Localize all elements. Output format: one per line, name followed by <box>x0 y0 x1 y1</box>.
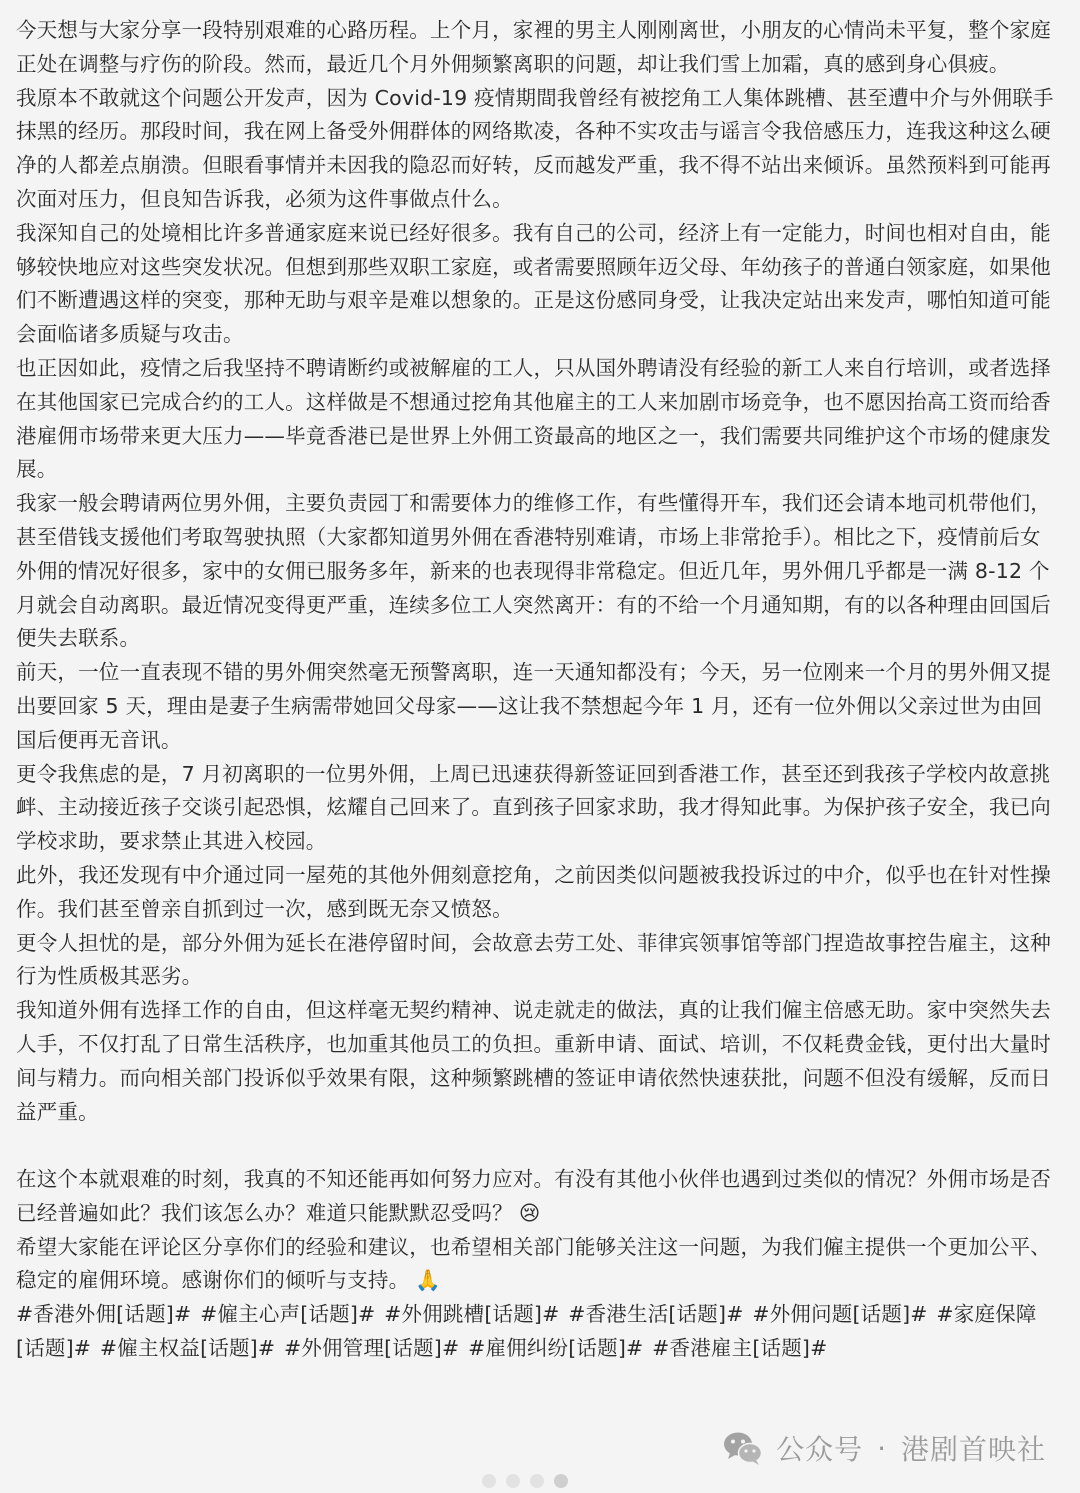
wechat-icon <box>722 1429 764 1467</box>
post-paragraph-9: 更令人担忧的是，部分外佣为延长在港停留时间，会故意去劳工处、菲律宾领事馆等部门捏造故事控告雇主，这种行为性质极其恶劣。 <box>16 930 1051 989</box>
post-paragraph-1: 今天想与大家分享一段特别艰难的心路历程。上个月，家裡的男主人刚刚离世，小朋友的心情尚未平复，整个家庭正处在调整与疗伤的阶段。然而，最近几个月外佣频繁离职的问题，却让我们雪上加霜，真的感到身心俱疲。 <box>16 18 1051 76</box>
post-paragraph-10: 我知道外佣有选择工作的自由，但这样毫无契约精神、说走就走的做法，真的让我们僱主倍感无助。家中突然失去人手，不仅打乱了日常生活秩序，也加重其他员工的负担。重新申请、面试、培训，不仅耗费金钱，更付出大量时间与精力。而向相关部门投诉似乎效果有限，这种频繁跳槽的签证申请依然快速获批，问题不但没有缓解，反而日益严重。 <box>16 998 1051 1124</box>
hashtag-link[interactable]: #家庭保障[话题]# <box>16 1302 1037 1361</box>
paragraph-spacer <box>16 1129 1056 1163</box>
image-pagination-dots <box>482 1474 568 1488</box>
post-paragraph-3: 我深知自己的处境相比许多普通家庭来说已经好很多。我有自己的公司，经济上有一定能力，时间也相对自由，能够较快地应对这些突发状况。但想到那些双职工家庭，或者需要照顾年迈父母、年幼孩子的普通白领家庭，如果他们不断遭遇这样的突变，那种无助与艰辛是难以想象的。正是这份感同身受，让我决定站出来发声，哪怕知道可能会面临诸多质疑与攻击。 <box>16 220 1051 347</box>
hashtag-link[interactable]: #香港外佣[话题]# <box>16 1302 192 1327</box>
closing-thanks-text: 希望大家能在评论区分享你们的经验和建议，也希望相关部门能够关注这一问题，为我们僱主提供一个更加公平、稳定的雇佣环境。感谢你们的倾听与支持。 <box>16 1234 1051 1293</box>
hashtag-link[interactable]: #外佣管理[话题]# <box>283 1336 460 1361</box>
wechat-watermark <box>722 1428 1046 1468</box>
post-paragraph-2: 我原本不敢就这个问题公开发声，因为 Covid-19 疫情期間我曾经有被挖角工人集体跳槽、甚至遭中介与外佣联手抹黑的经历。那段时间，我在网上备受外佣群体的网络欺凌，各种不实攻击与谣言令我倍感压力，连我这种这么硬净的人都差点崩溃。但眼看事情并未因我的隐忍而好转，反而越发严重，我不得不站出来倾诉。虽然预料到可能再次面对压力，但良知告诉我，必须为这件事做点什么。 <box>16 85 1054 211</box>
hashtag-link[interactable]: #外佣问题[话题]# <box>752 1302 928 1327</box>
closing-question <box>16 1163 1056 1231</box>
closing-question-text: 在这个本就艰难的时刻，我真的不知还能再如何努力应对。有没有其他小伙伴也遇到过类似的情况？外佣市场是否已经普遍如此？我们该怎么办？难道只能默默忍受吗？ <box>16 1167 1051 1225</box>
pagination-dot-active[interactable] <box>554 1474 568 1488</box>
closing-thanks <box>16 1231 1056 1299</box>
post-paragraph-8: 此外，我还发现有中介通过同一屋苑的其他外佣刻意挖角，之前因类似问题被我投诉过的中介，似乎也在针对性操作。我们甚至曾亲自抓到过一次，感到既无奈又愤怒。 <box>16 862 1051 921</box>
post-body <box>16 14 1056 1366</box>
hashtag-link[interactable]: #香港生活[话题]# <box>568 1302 744 1327</box>
crying-face-emoji-icon: 😢 <box>518 1200 541 1225</box>
watermark-label: 公众号 <box>776 1433 864 1466</box>
hashtag-link[interactable]: #香港雇主[话题]# <box>652 1336 828 1361</box>
hashtag-link[interactable]: #僱主权益[话题]# <box>99 1336 276 1361</box>
pagination-dot[interactable] <box>506 1474 520 1488</box>
pagination-dot[interactable] <box>482 1474 496 1488</box>
watermark-separator: · <box>877 1431 887 1465</box>
watermark-account-name: 港剧首映社 <box>900 1433 1046 1466</box>
hashtag-link[interactable]: #僱主心声[话题]# <box>200 1302 376 1327</box>
post-paragraph-7: 更令我焦虑的是，7 月初离职的一位男外佣，上周已迅速获得新签证回到香港工作，甚至还到我孩子学校内故意挑衅、主动接近孩子交谈引起恐惧，炫耀自己回来了。直到孩子回家求助，我才得知此事。为保护孩子安全，我已向学校求助，要求禁止其进入校园。 <box>16 761 1051 854</box>
hashtag-link[interactable]: #外佣跳槽[话题]# <box>384 1302 560 1327</box>
post-paragraph-5: 我家一般会聘请两位男外佣，主要负责园丁和需要体力的维修工作，有些懂得开车，我们还会请本地司机带他们，甚至借钱支援他们考取驾驶执照（大家都知道男外佣在香港特别难请，市场上非常抢手）。相比之下，疫情前后女外佣的情况好很多，家中的女佣已服务多年，新来的也表现得非常稳定。但近几年，男外佣几乎都是一满 8-12 个月就会自动离职。最近情况变得更严重，连续多位工人突然离开：有的不给一个月通知期，有的以各种理由回国后便失去联系。 <box>16 491 1051 651</box>
post-paragraph-4: 也正因如此，疫情之后我坚持不聘请断约或被解雇的工人，只从国外聘请没有经验的新工人来自行培训，或者选择在其他国家已完成合约的工人。这样做是不想通过挖角其他雇主的工人来加剧市场竞争，也不愿因抬高工资而给香港雇佣市场带来更大压力——毕竟香港已是世界上外佣工资最高的地区之一，我们需要共同维护这个市场的健康发展。 <box>16 355 1051 482</box>
pagination-dot[interactable] <box>530 1474 544 1488</box>
hashtag-link[interactable]: #雇佣纠纷[话题]# <box>468 1336 644 1361</box>
hashtag-list <box>16 1298 1056 1366</box>
folded-hands-emoji-icon: 🙏 <box>415 1268 442 1293</box>
post-paragraph-6: 前天，一位一直表现不错的男外佣突然毫无预警离职，连一天通知都没有；今天，另一位刚来一个月的男外佣又提出要回家 5 天，理由是妻子生病需带她回父母家——这让我不禁想起今年 1 月，还有一位外佣以父亲过世为由回国后便再无音讯。 <box>16 660 1051 752</box>
